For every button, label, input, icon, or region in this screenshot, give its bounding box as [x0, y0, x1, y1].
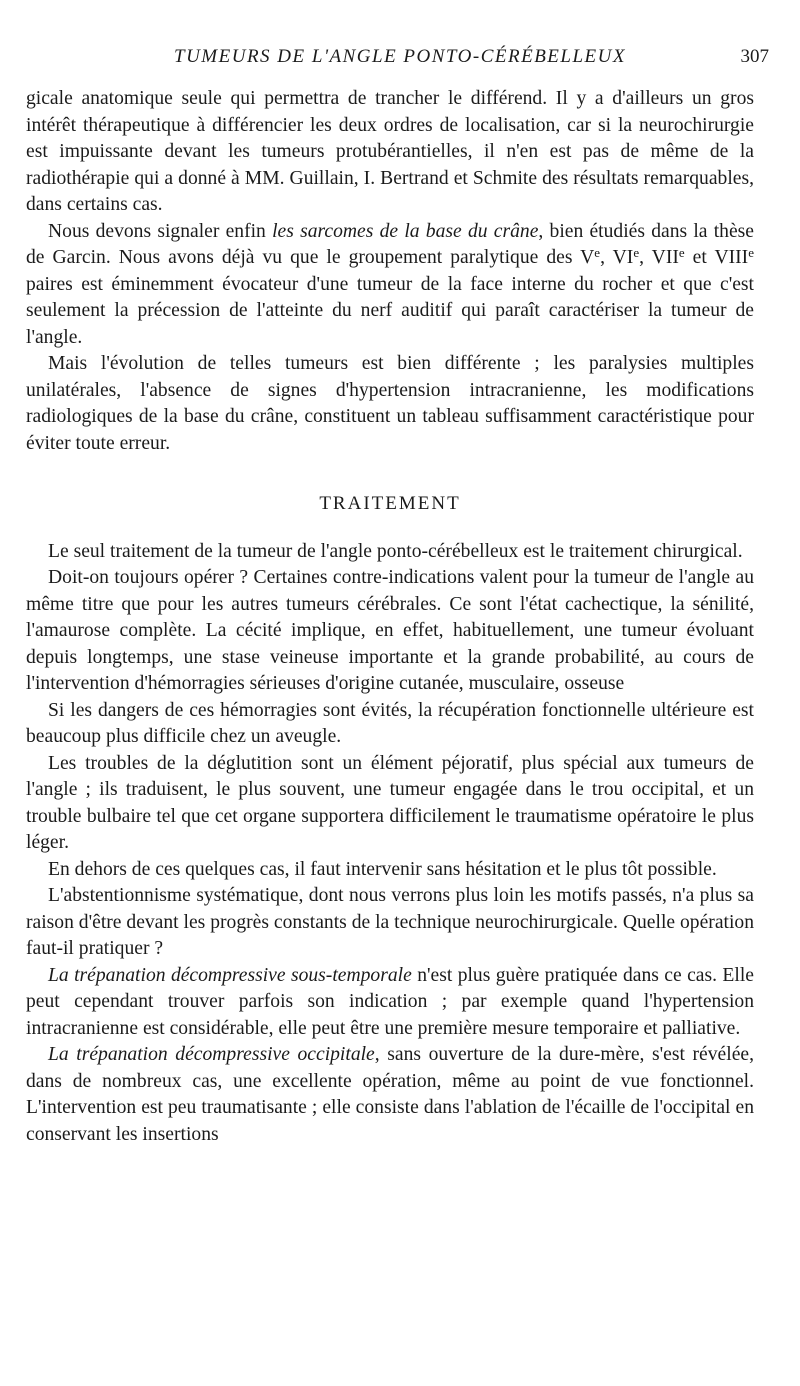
- running-title: TUMEURS DE L'ANGLE PONTO-CÉRÉBELLEUX: [174, 46, 626, 67]
- paragraph: [26, 1042, 754, 1148]
- emphasis: La trépanation décompressive occipitale: [48, 1044, 375, 1065]
- superscript: e: [748, 245, 754, 260]
- page-number: 307: [740, 46, 769, 67]
- paragraph: Doit-on toujours opérer ? Certaines contre-indications valent pour la tumeur de l'angle au même titre que pour les autres tumeurs cérébrales. Ce sont l'état cachectique, la sénilité, l'amaurose complète. La cécité implique, en effet, habituellement, une tumeur évoluant depuis longtemps, une stase veineuse importante et la grande probabilité, au cours de l'intervention d'hémorragies sérieuses d'origine cutanée, musculaire, osseuse: [26, 567, 754, 694]
- text-run: paires est éminemment évocateur d'une tumeur de la face interne du rocher et que c'est seulement la précession de l'atteinte du nerf auditif qui paraît caractériser la tumeur de l'angle.: [26, 273, 754, 348]
- paragraph: gicale anatomique seule qui permettra de trancher le différend. Il y a d'ailleurs un gros intérêt thérapeutique à différencier les deux ordres de localisation, car si la neurochirurgie est impuissante devant les tumeurs protubérantielles, il n'en est pas de même de la radiothérapie qui a donné à MM. Guillain, I. Bertrand et Schmite des résultats remarquables, dans certains cas.: [26, 88, 754, 215]
- paragraph: Si les dangers de ces hémorragies sont évités, la récupération fonctionnelle ultérieure est beaucoup plus difficile chez un aveugle.: [26, 699, 754, 747]
- paragraph: Mais l'évolution de telles tumeurs est bien différente ; les paralysies multiples unilatérales, l'absence de signes d'hypertension intracranienne, les modifications radiologiques de la base du crâne, constituent un tableau suffisamment caractéristique pour éviter toute erreur.: [26, 353, 754, 454]
- text-run: , VI: [600, 247, 634, 268]
- paragraph: Les troubles de la déglutition sont un élément péjoratif, plus spécial aux tumeurs de l'angle ; ils traduisent, le plus souvent, une tumeur engagée dans le trou occipital, et un trouble bulbaire tel que cet organe supportera difficilement le traumatisme opératoire le plus léger.: [26, 752, 754, 853]
- section-title: TRAITEMENT: [319, 493, 461, 514]
- emphasis: les sarcomes de la base du crâne: [272, 220, 539, 242]
- text-run: Nous devons signaler enfin: [48, 220, 273, 242]
- superscript: e: [633, 245, 640, 260]
- paragraph: L'abstentionnisme systématique, dont nous verrons plus loin les motifs passés, n'a plus sa raison d'être devant les progrès constants de la technique neurochirurgicale. Quelle opération faut-il pratiquer ?: [26, 885, 754, 959]
- text-run: , bien étudiés dans la thèse de Garcin. Nous avons déjà vu que le groupement paralytique des V: [26, 220, 754, 268]
- text-run: , sans ouverture de la dure-mère, s'est révélée, dans de nombreux cas, une excellente opération, même au point de vue fonctionnel. L'intervention est peu traumatisante ; elle consiste dans l'ablation de l'écaille de l'occipital en conservant les insertions: [26, 1044, 754, 1145]
- paragraph: [26, 963, 754, 1043]
- page-header: [0, 46, 800, 76]
- paragraph: En dehors de ces quelques cas, il faut intervenir sans hésitation et le plus tôt possible.: [48, 858, 717, 880]
- text-run: , VII: [639, 247, 679, 268]
- superscript: e: [678, 245, 685, 260]
- paragraph: Le seul traitement de la tumeur de l'angle ponto-cérébelleux est le traitement chirurgical.: [48, 540, 743, 562]
- superscript: e: [594, 245, 601, 260]
- text-run: n'est plus guère pratiquée dans ce cas. Elle peut cependant trouver parfois son indication ; par exemple quand l'hypertension intracranienne est considérable, elle peut être une première mesure temporaire et palliative.: [26, 964, 754, 1039]
- text-run: et VIII: [684, 247, 749, 268]
- emphasis: La trépanation décompressive sous-temporale: [48, 964, 412, 986]
- paragraph: [26, 219, 754, 352]
- body-text: [26, 86, 754, 1148]
